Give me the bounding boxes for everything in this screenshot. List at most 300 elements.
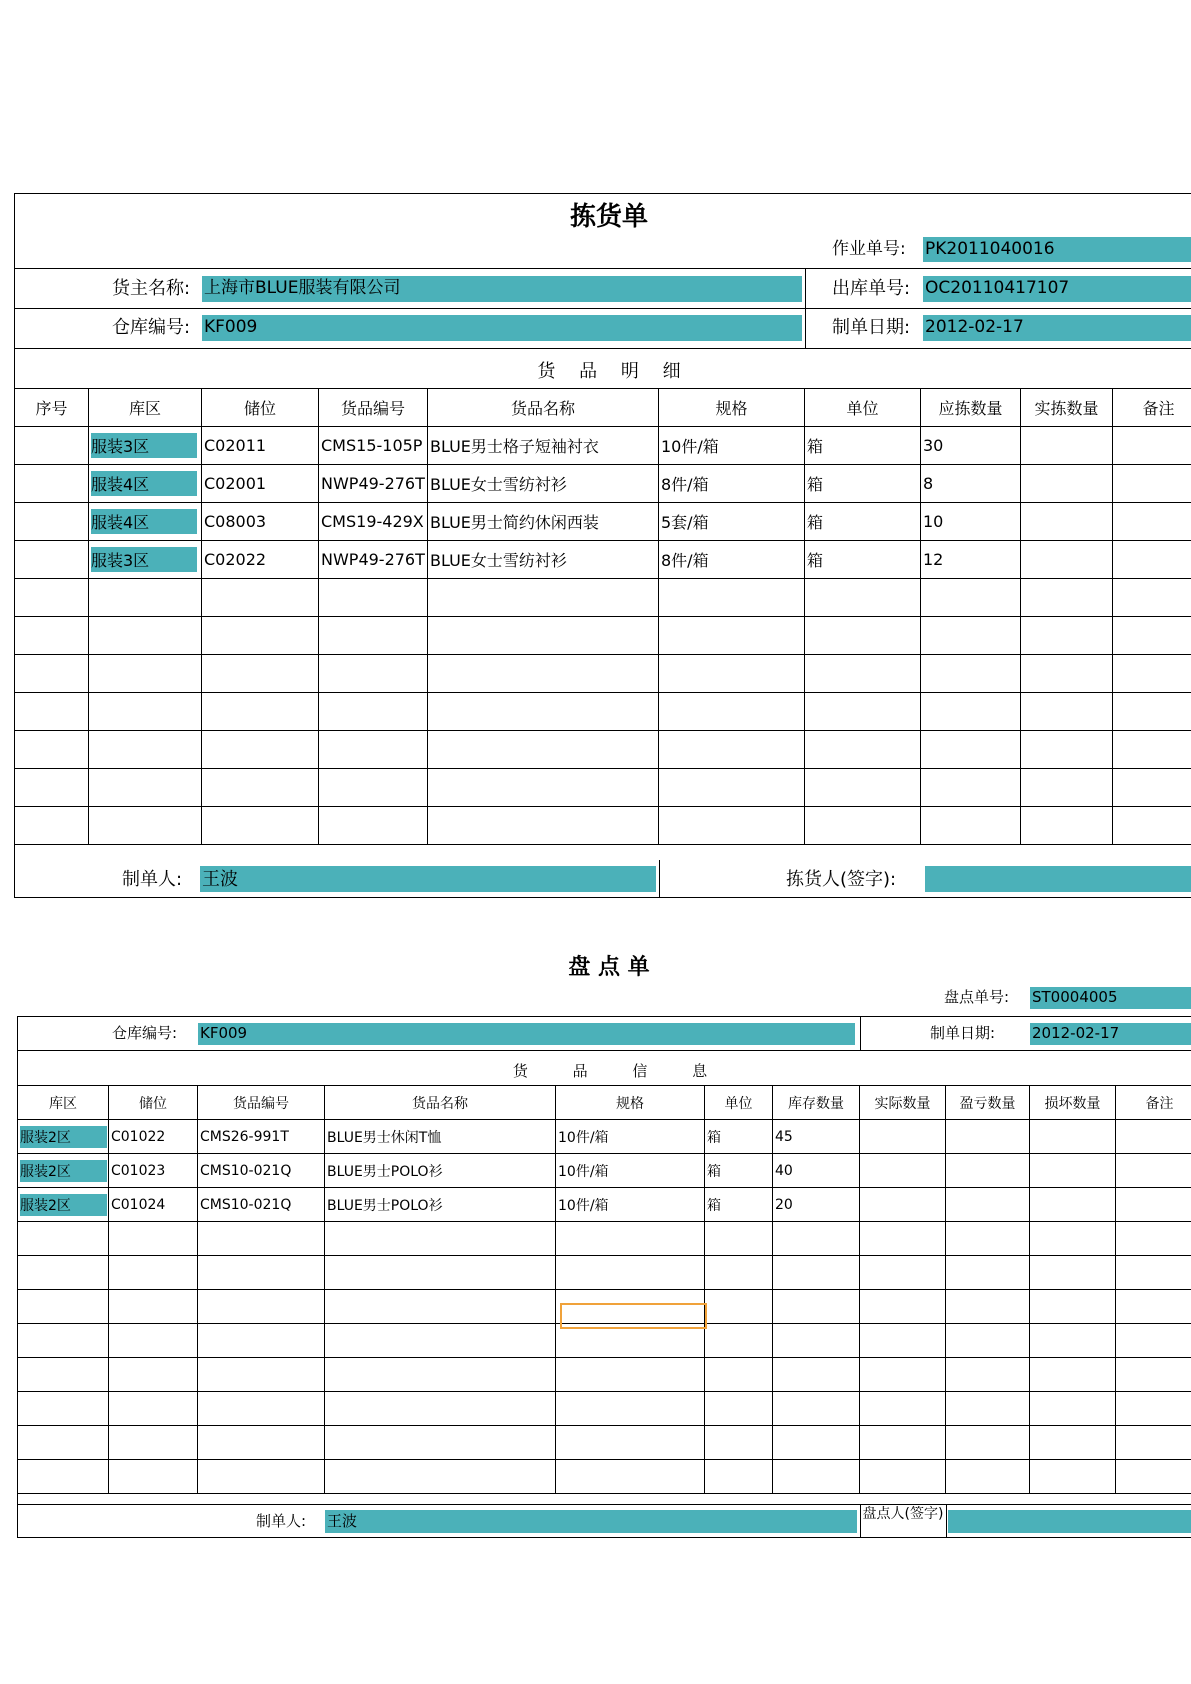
empty-cell[interactable]	[805, 617, 921, 655]
stock-qty-cell[interactable]: 20	[773, 1188, 860, 1222]
empty-cell[interactable]	[325, 1324, 556, 1358]
empty-cell[interactable]	[319, 693, 428, 731]
code-cell[interactable]: NWP49-276T	[319, 541, 428, 579]
empty-cell[interactable]	[18, 1426, 109, 1460]
col-header: 规格	[659, 389, 805, 427]
empty-cell[interactable]	[109, 1222, 198, 1256]
code-cell[interactable]: CMS19-429X	[319, 503, 428, 541]
actual-qty-cell[interactable]	[860, 1188, 946, 1222]
empty-cell[interactable]	[325, 1460, 556, 1494]
empty-cell[interactable]	[805, 579, 921, 617]
empty-cell[interactable]	[1021, 579, 1113, 617]
stock-table-header	[18, 1086, 1191, 1120]
col-header: 实拣数量	[1021, 389, 1113, 427]
empty-cell[interactable]	[319, 655, 428, 693]
empty-cell[interactable]	[921, 579, 1021, 617]
empty-cell[interactable]	[15, 807, 89, 845]
diff-qty-cell[interactable]	[946, 1188, 1030, 1222]
empty-cell[interactable]	[705, 1392, 773, 1426]
stock-header-line-1	[17, 1050, 1191, 1051]
empty-cell[interactable]	[319, 731, 428, 769]
empty-cell[interactable]	[109, 1358, 198, 1392]
empty-cell[interactable]	[1113, 731, 1191, 769]
empty-cell[interactable]	[198, 1358, 325, 1392]
code-cell[interactable]: CMS10-021Q	[198, 1188, 325, 1222]
actual-qty-cell[interactable]	[1021, 427, 1113, 465]
zone-value: 服装3区	[91, 547, 197, 572]
empty-cell[interactable]	[1030, 1290, 1116, 1324]
empty-cell[interactable]	[198, 1324, 325, 1358]
spec-cell[interactable]: 8件/箱	[659, 541, 805, 579]
empty-cell[interactable]	[659, 655, 805, 693]
stock-date-label: 制单日期:	[930, 1024, 996, 1042]
zone-value: 服装2区	[20, 1194, 107, 1216]
empty-cell[interactable]	[773, 1222, 860, 1256]
empty-cell[interactable]	[89, 769, 202, 807]
empty-cell[interactable]	[198, 1290, 325, 1324]
note-cell[interactable]	[1116, 1154, 1191, 1188]
empty-row	[18, 1392, 1191, 1426]
empty-cell[interactable]	[202, 807, 319, 845]
name-cell[interactable]: BLUE女士雪纺衬衫	[428, 465, 659, 503]
unit-cell[interactable]: 箱	[805, 427, 921, 465]
stock-qty-cell[interactable]: 40	[773, 1154, 860, 1188]
empty-cell[interactable]	[202, 769, 319, 807]
empty-cell[interactable]	[921, 693, 1021, 731]
stock-section-title: 货 品 信 息	[512, 1062, 708, 1080]
empty-cell[interactable]	[860, 1256, 946, 1290]
empty-cell[interactable]	[921, 731, 1021, 769]
empty-cell[interactable]	[89, 617, 202, 655]
seq-cell[interactable]	[15, 541, 89, 579]
picker-label: 拣货人(签字):	[786, 869, 897, 890]
empty-cell[interactable]	[198, 1392, 325, 1426]
col-header: 货品名称	[325, 1086, 556, 1120]
empty-cell[interactable]	[89, 731, 202, 769]
code-cell[interactable]: NWP49-276T	[319, 465, 428, 503]
empty-cell[interactable]	[428, 693, 659, 731]
note-cell[interactable]	[1113, 465, 1191, 503]
empty-cell[interactable]	[805, 807, 921, 845]
empty-cell[interactable]	[15, 617, 89, 655]
empty-cell[interactable]	[805, 769, 921, 807]
empty-cell[interactable]	[1030, 1358, 1116, 1392]
empty-cell[interactable]	[319, 769, 428, 807]
empty-row	[18, 1426, 1191, 1460]
empty-row	[15, 693, 1191, 731]
empty-cell[interactable]	[805, 731, 921, 769]
empty-cell[interactable]	[198, 1222, 325, 1256]
empty-cell[interactable]	[659, 807, 805, 845]
pick-header-divider	[805, 268, 806, 348]
stock-maker-field[interactable]	[325, 1510, 857, 1533]
empty-cell[interactable]	[325, 1392, 556, 1426]
date-value: 2012-02-17	[925, 317, 1024, 337]
zone-cell[interactable]	[89, 465, 202, 503]
zone-value: 服装2区	[20, 1126, 107, 1148]
empty-cell[interactable]	[198, 1460, 325, 1494]
empty-cell[interactable]	[1021, 617, 1113, 655]
empty-cell[interactable]	[1030, 1426, 1116, 1460]
empty-cell[interactable]	[89, 579, 202, 617]
code-cell[interactable]: CMS10-021Q	[198, 1154, 325, 1188]
owner-value: 上海市BLUE服装有限公司	[204, 278, 401, 298]
empty-cell[interactable]	[18, 1324, 109, 1358]
qty-cell[interactable]: 8	[921, 465, 1021, 503]
empty-cell[interactable]	[15, 769, 89, 807]
empty-cell[interactable]	[202, 579, 319, 617]
name-cell[interactable]: BLUE男士休闲T恤	[325, 1120, 556, 1154]
damage-qty-cell[interactable]	[1030, 1188, 1116, 1222]
stock-footer-line	[17, 1504, 1191, 1505]
empty-cell[interactable]	[1030, 1460, 1116, 1494]
empty-cell[interactable]	[1113, 655, 1191, 693]
empty-cell[interactable]	[428, 731, 659, 769]
loc-cell[interactable]: C01022	[109, 1120, 198, 1154]
table-row	[15, 503, 1191, 541]
warehouse-field[interactable]	[202, 315, 802, 341]
stocktake-title: 盘 点 单	[568, 955, 650, 980]
col-header: 货品编号	[198, 1086, 325, 1120]
note-cell[interactable]	[1113, 541, 1191, 579]
empty-cell[interactable]	[556, 1222, 705, 1256]
empty-cell[interactable]	[1116, 1256, 1191, 1290]
owner-label: 货主名称:	[112, 278, 191, 299]
empty-cell[interactable]	[89, 693, 202, 731]
empty-cell[interactable]	[921, 769, 1021, 807]
out-no-label: 出库单号:	[832, 278, 911, 299]
warehouse-label: 仓库编号:	[112, 317, 191, 338]
date-label: 制单日期:	[832, 317, 911, 338]
empty-cell[interactable]	[921, 617, 1021, 655]
pick-list-title: 拣货单	[569, 202, 648, 232]
zone-cell[interactable]	[18, 1188, 109, 1222]
col-header: 序号	[15, 389, 89, 427]
seq-cell[interactable]	[15, 465, 89, 503]
empty-cell[interactable]	[946, 1358, 1030, 1392]
empty-cell[interactable]	[428, 807, 659, 845]
empty-cell[interactable]	[1116, 1426, 1191, 1460]
empty-cell[interactable]	[325, 1426, 556, 1460]
empty-cell[interactable]	[15, 655, 89, 693]
unit-cell[interactable]: 箱	[705, 1188, 773, 1222]
empty-cell[interactable]	[705, 1222, 773, 1256]
empty-row	[15, 769, 1191, 807]
empty-cell[interactable]	[325, 1290, 556, 1324]
empty-cell[interactable]	[946, 1256, 1030, 1290]
empty-cell[interactable]	[202, 617, 319, 655]
empty-cell[interactable]	[860, 1426, 946, 1460]
pick-footer-divider	[659, 860, 660, 898]
unit-cell[interactable]: 箱	[705, 1154, 773, 1188]
spec-cell[interactable]: 10件/箱	[556, 1188, 705, 1222]
empty-cell[interactable]	[18, 1222, 109, 1256]
zone-cell[interactable]	[89, 503, 202, 541]
empty-cell[interactable]	[773, 1256, 860, 1290]
spec-cell[interactable]: 10件/箱	[659, 427, 805, 465]
empty-cell[interactable]	[428, 655, 659, 693]
empty-cell[interactable]	[109, 1392, 198, 1426]
damage-qty-cell[interactable]	[1030, 1120, 1116, 1154]
seq-cell[interactable]	[15, 427, 89, 465]
code-cell[interactable]: CMS26-991T	[198, 1120, 325, 1154]
empty-cell[interactable]	[1116, 1460, 1191, 1494]
col-header: 备注	[1116, 1086, 1191, 1120]
empty-cell[interactable]	[946, 1460, 1030, 1494]
table-row	[18, 1120, 1191, 1154]
empty-row	[18, 1256, 1191, 1290]
empty-cell[interactable]	[319, 807, 428, 845]
empty-cell[interactable]	[773, 1426, 860, 1460]
name-cell[interactable]: BLUE男士格子短袖衬衣	[428, 427, 659, 465]
actual-qty-cell[interactable]	[860, 1154, 946, 1188]
empty-cell[interactable]	[860, 1324, 946, 1358]
empty-cell[interactable]	[860, 1358, 946, 1392]
stock-date-value: 2012-02-17	[1032, 1024, 1120, 1042]
empty-cell[interactable]	[705, 1460, 773, 1494]
empty-cell[interactable]	[202, 693, 319, 731]
spec-cell[interactable]: 8件/箱	[659, 465, 805, 503]
pick-table-header	[15, 389, 1191, 427]
empty-cell[interactable]	[319, 579, 428, 617]
stock-qty-cell[interactable]: 45	[773, 1120, 860, 1154]
loc-cell[interactable]: C02001	[202, 465, 319, 503]
empty-cell[interactable]	[18, 1256, 109, 1290]
empty-cell[interactable]	[705, 1324, 773, 1358]
col-header: 储位	[202, 389, 319, 427]
table-row	[15, 541, 1191, 579]
note-cell[interactable]	[1116, 1188, 1191, 1222]
empty-cell[interactable]	[659, 579, 805, 617]
note-cell[interactable]	[1113, 503, 1191, 541]
empty-cell[interactable]	[202, 731, 319, 769]
diff-qty-cell[interactable]	[946, 1120, 1030, 1154]
empty-cell[interactable]	[18, 1290, 109, 1324]
empty-cell[interactable]	[556, 1358, 705, 1392]
empty-cell[interactable]	[556, 1460, 705, 1494]
unit-cell[interactable]: 箱	[705, 1120, 773, 1154]
empty-row	[15, 731, 1191, 769]
actual-qty-cell[interactable]	[1021, 541, 1113, 579]
damage-qty-cell[interactable]	[1030, 1154, 1116, 1188]
empty-row	[15, 579, 1191, 617]
unit-cell[interactable]: 箱	[805, 465, 921, 503]
unit-cell[interactable]: 箱	[805, 541, 921, 579]
stock-warehouse-value: KF009	[200, 1024, 248, 1042]
zone-cell[interactable]	[89, 541, 202, 579]
stock-maker-value: 王波	[327, 1512, 358, 1530]
empty-cell[interactable]	[1021, 693, 1113, 731]
stock-table	[17, 1085, 1191, 1494]
empty-row	[15, 617, 1191, 655]
empty-cell[interactable]	[1030, 1256, 1116, 1290]
pick-section-title: 货 品 明 细	[537, 361, 681, 382]
empty-cell[interactable]	[1021, 655, 1113, 693]
empty-cell[interactable]	[15, 579, 89, 617]
empty-cell[interactable]	[1021, 807, 1113, 845]
picker-signature-field[interactable]	[925, 866, 1191, 892]
zone-value: 服装3区	[91, 433, 197, 458]
pick-header-line-2	[14, 308, 1191, 309]
empty-cell[interactable]	[705, 1256, 773, 1290]
loc-cell[interactable]: C02022	[202, 541, 319, 579]
actual-qty-cell[interactable]	[860, 1120, 946, 1154]
empty-cell[interactable]	[109, 1290, 198, 1324]
empty-cell[interactable]	[1030, 1392, 1116, 1426]
empty-cell[interactable]	[556, 1256, 705, 1290]
name-cell[interactable]: BLUE男士POLO衫	[325, 1188, 556, 1222]
out-no-value: OC20110417107	[925, 278, 1070, 298]
name-cell[interactable]: BLUE女士雪纺衬衫	[428, 541, 659, 579]
empty-cell[interactable]	[325, 1256, 556, 1290]
col-header: 货品编号	[319, 389, 428, 427]
empty-cell[interactable]	[1116, 1324, 1191, 1358]
spec-cell[interactable]: 10件/箱	[556, 1154, 705, 1188]
qty-cell[interactable]: 10	[921, 503, 1021, 541]
loc-cell[interactable]: C01023	[109, 1154, 198, 1188]
empty-cell[interactable]	[860, 1222, 946, 1256]
empty-cell[interactable]	[805, 693, 921, 731]
empty-cell[interactable]	[705, 1426, 773, 1460]
empty-cell[interactable]	[773, 1290, 860, 1324]
empty-cell[interactable]	[921, 655, 1021, 693]
empty-cell[interactable]	[198, 1256, 325, 1290]
empty-cell[interactable]	[705, 1290, 773, 1324]
maker-value: 王波	[202, 869, 238, 890]
empty-cell[interactable]	[1113, 769, 1191, 807]
job-no-value: PK2011040016	[925, 239, 1055, 259]
empty-cell[interactable]	[89, 807, 202, 845]
empty-cell[interactable]	[1113, 579, 1191, 617]
empty-cell[interactable]	[860, 1460, 946, 1494]
table-row	[15, 427, 1191, 465]
empty-cell[interactable]	[109, 1256, 198, 1290]
note-cell[interactable]	[1116, 1120, 1191, 1154]
empty-cell[interactable]	[428, 769, 659, 807]
empty-cell[interactable]	[89, 655, 202, 693]
empty-cell[interactable]	[428, 579, 659, 617]
empty-cell[interactable]	[319, 617, 428, 655]
empty-cell[interactable]	[556, 1392, 705, 1426]
empty-cell[interactable]	[428, 617, 659, 655]
empty-cell[interactable]	[805, 655, 921, 693]
empty-cell[interactable]	[773, 1324, 860, 1358]
warehouse-value: KF009	[204, 317, 258, 337]
empty-cell[interactable]	[659, 693, 805, 731]
code-cell[interactable]: CMS15-105P	[319, 427, 428, 465]
col-header: 库区	[89, 389, 202, 427]
zone-value: 服装2区	[20, 1160, 107, 1182]
table-row	[15, 465, 1191, 503]
empty-cell[interactable]	[946, 1392, 1030, 1426]
spec-cell[interactable]: 5套/箱	[659, 503, 805, 541]
empty-cell[interactable]	[946, 1222, 1030, 1256]
empty-cell[interactable]	[946, 1324, 1030, 1358]
zone-cell[interactable]	[18, 1120, 109, 1154]
maker-field[interactable]	[200, 866, 656, 892]
job-no-label: 作业单号:	[832, 239, 906, 259]
name-cell[interactable]: BLUE男士POLO衫	[325, 1154, 556, 1188]
empty-cell[interactable]	[659, 769, 805, 807]
empty-cell[interactable]	[109, 1324, 198, 1358]
empty-cell[interactable]	[1116, 1222, 1191, 1256]
empty-cell[interactable]	[1030, 1222, 1116, 1256]
zone-cell[interactable]	[18, 1154, 109, 1188]
note-cell[interactable]	[1113, 427, 1191, 465]
empty-cell[interactable]	[946, 1290, 1030, 1324]
empty-cell[interactable]	[1113, 617, 1191, 655]
empty-cell[interactable]	[773, 1358, 860, 1392]
empty-cell[interactable]	[109, 1426, 198, 1460]
spec-cell[interactable]: 10件/箱	[556, 1120, 705, 1154]
empty-cell[interactable]	[659, 617, 805, 655]
empty-cell[interactable]	[1116, 1358, 1191, 1392]
empty-cell[interactable]	[659, 731, 805, 769]
col-header: 备注	[1113, 389, 1191, 427]
qty-cell[interactable]: 12	[921, 541, 1021, 579]
actual-qty-cell[interactable]	[1021, 503, 1113, 541]
empty-row	[18, 1358, 1191, 1392]
empty-cell[interactable]	[705, 1358, 773, 1392]
empty-cell[interactable]	[946, 1426, 1030, 1460]
empty-cell[interactable]	[1116, 1392, 1191, 1426]
empty-cell[interactable]	[860, 1290, 946, 1324]
empty-cell[interactable]	[109, 1460, 198, 1494]
empty-cell[interactable]	[15, 693, 89, 731]
empty-cell[interactable]	[1113, 693, 1191, 731]
selected-cell-outline	[560, 1303, 707, 1329]
empty-cell[interactable]	[325, 1358, 556, 1392]
empty-cell[interactable]	[18, 1460, 109, 1494]
empty-cell[interactable]	[1113, 807, 1191, 845]
empty-cell[interactable]	[1021, 769, 1113, 807]
empty-cell[interactable]	[1116, 1290, 1191, 1324]
loc-cell[interactable]: C01024	[109, 1188, 198, 1222]
stock-maker-label: 制单人:	[256, 1512, 307, 1530]
empty-cell[interactable]	[773, 1392, 860, 1426]
empty-row	[15, 655, 1191, 693]
stock-warehouse-field[interactable]	[198, 1023, 855, 1045]
seq-cell[interactable]	[15, 503, 89, 541]
empty-cell[interactable]	[18, 1392, 109, 1426]
empty-cell[interactable]	[556, 1426, 705, 1460]
empty-cell[interactable]	[15, 731, 89, 769]
empty-cell[interactable]	[202, 655, 319, 693]
empty-cell[interactable]	[860, 1392, 946, 1426]
loc-cell[interactable]: C02011	[202, 427, 319, 465]
empty-cell[interactable]	[325, 1222, 556, 1256]
name-cell[interactable]: BLUE男士简约休闲西装	[428, 503, 659, 541]
diff-qty-cell[interactable]	[946, 1154, 1030, 1188]
empty-cell[interactable]	[18, 1358, 109, 1392]
empty-cell[interactable]	[198, 1426, 325, 1460]
empty-cell[interactable]	[1030, 1324, 1116, 1358]
qty-cell[interactable]: 30	[921, 427, 1021, 465]
counter-signature-field[interactable]	[948, 1510, 1191, 1533]
col-header: 库区	[18, 1086, 109, 1120]
empty-cell[interactable]	[1021, 731, 1113, 769]
empty-cell[interactable]	[773, 1460, 860, 1494]
stock-footer-divider	[860, 1504, 861, 1538]
col-header: 货品名称	[428, 389, 659, 427]
loc-cell[interactable]: C08003	[202, 503, 319, 541]
stock-no-value: ST0004005	[1032, 988, 1118, 1006]
zone-cell[interactable]	[89, 427, 202, 465]
empty-cell[interactable]	[921, 807, 1021, 845]
actual-qty-cell[interactable]	[1021, 465, 1113, 503]
zone-value: 服装4区	[91, 509, 197, 534]
unit-cell[interactable]: 箱	[805, 503, 921, 541]
